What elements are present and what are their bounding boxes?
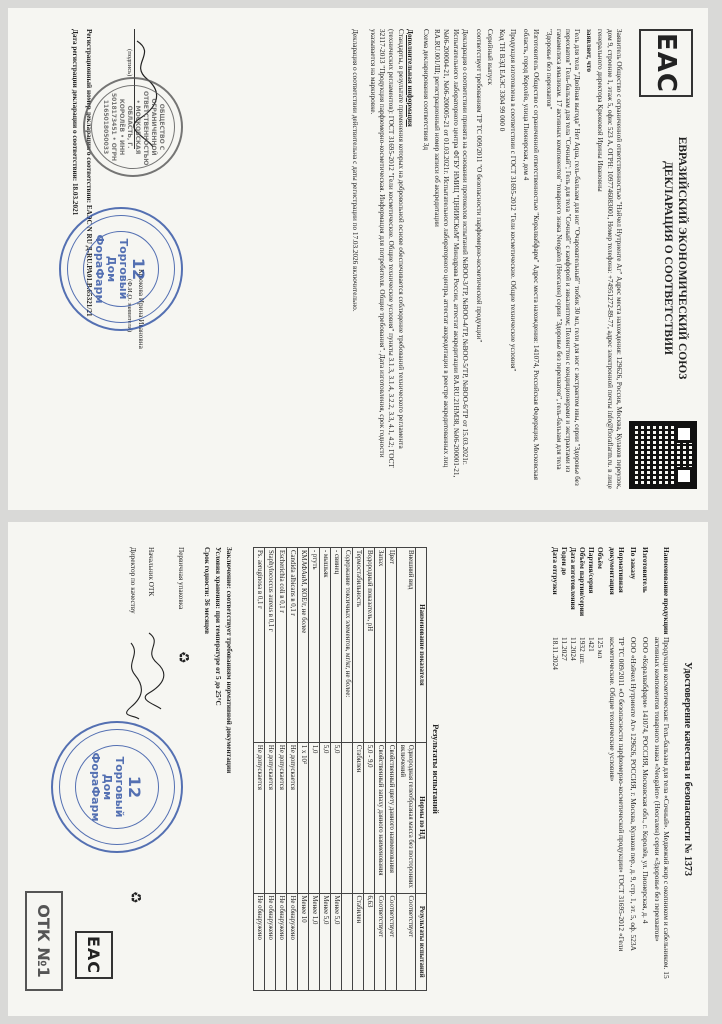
basis-text: Декларация о соответствии принята на основании протоколов испытаний №ВОО-3/ТР, №ВОО-4/ТР, №ВОО-5/ТР, №ВОО-6/ТР от 15.03.2021г. Испытательного лабораторного центра ФГБУ НМИЦ "ЦНИИСКиМ" Минздрава России, аттестат аккредитации RA.RU.21НМ38, №06-200001-21, №06-200004-21, №06-200005-21 от 01.03.2021г. Испытательного лабораторного центра, аттестат аккредитации в реестре аккредитованных лиц RA.RU.001/Ш; регистрационный номер записи об аккредитации — [433, 29, 470, 478]
table-cell: Escherichia coli в 0,1 г — [276, 548, 287, 743]
additional-text: Стандарты, в результате применения которых на добровольной основе обеспечивается соблюдение требований технического регламента (технических регламентов): ГОСТ 31695-2012 "Гели косметические. Общие технические условия" пункты 3.1.3, 3.1.4, 3.2.2, 3.3, 4.1, 4.2; ГОСТ 32117-2013 "Продукция парфюмерно-косметическая. Информация для потребителя. Общие требования". Дата изготовления, срок годности указывается на маркировке. — [368, 29, 405, 468]
table-cell: Стабилен — [353, 893, 364, 990]
storage-text: Условия хранения: при температуре от 5 до 25°С — [214, 547, 222, 706]
results-body — [254, 548, 416, 991]
field-row: По заказу ООО «Нэйчел Нутриенте Аг» 129626, РОССИЯ, г. Москва, Кулаков пер., д. 9, стр. 1, эт. 5, оф. 523А — [629, 547, 638, 951]
table-row — [320, 548, 331, 991]
table-cell — [342, 893, 353, 990]
quality-content — [13, 531, 703, 1007]
table-cell: Не обнаружено — [265, 893, 276, 990]
table-row — [397, 548, 416, 991]
field-row: Изготовитель ООО «Коралвабфарм» 141074, РОССИЯ, Московская обл., г. Королёв, ул. Пионерская, д. 4 — [641, 547, 650, 924]
table-cell: Ps. aeruginosa в 0,1 г — [254, 548, 265, 743]
declaration-body — [350, 29, 623, 489]
quality-title: Удостоверение качества и безопасности № 1373 — [682, 661, 693, 877]
table-cell: Staphylococcus aureus в 0,1 г — [265, 548, 276, 743]
table-cell: Не обнаружено — [276, 893, 287, 990]
declaration-content — [13, 17, 703, 501]
otk-head-label: Начальник ОТК — [147, 547, 155, 597]
table-cell: Не обнаружено — [254, 893, 265, 990]
recycle-icon: ♻ — [127, 891, 143, 904]
signatory-caption: (Ф.И.О. заявителя) — [126, 279, 133, 333]
table-cell: - свинец — [331, 548, 342, 743]
table-cell: Соответствует — [397, 893, 416, 990]
table-cell: Менее 10 — [298, 893, 309, 990]
table-row — [298, 548, 309, 991]
table-cell: - ртуть — [309, 548, 320, 743]
table-row — [331, 548, 342, 991]
eac-logo-small: EAC — [75, 931, 113, 979]
declaration-title: ЕВРАЗИЙСКИЙ ЭКОНОМИЧЕСКИЙ СОЮЗ ДЕКЛАРАЦИЯ О СООТВЕТСТВИИ — [662, 136, 688, 380]
otk-signature-scribble — [143, 631, 165, 711]
field-row: Объём партии/серии 1932 шт. — [578, 547, 587, 664]
table-cell: 5,0 — [331, 742, 342, 893]
applicant-text: Заявитель Общество с ограниченной ответственностью "Нэйчел Нутриенте Аг" Адрес места нахождения: 129626, Россия, Москва, Кулаков переулок, дом 9, строение 1, этаж 5, офис 523 А, ОГРН: 1097746083001, Номер телефона: +74951272-89-77, адрес электронной почты info@floraflarm.ru. в лице генерального директора Крюковой Ирины Ивановны — [596, 29, 623, 489]
table-cell: 5,0 - 9,0 — [364, 742, 375, 893]
table-cell: Однородная гелеобразная масса без посторонних включений — [397, 742, 416, 893]
table-cell: Водородный показатель, pH — [364, 548, 375, 743]
table-cell: Не допускается — [276, 742, 287, 893]
table-cell: - мышьяк — [320, 548, 331, 743]
packaging-label: Первичная упаковка — [177, 547, 185, 610]
scheme-text: Схема декларирования соответствия 3д — [421, 29, 430, 151]
table-cell: Содержание токсичных элементов, мг/кг, не более: — [342, 548, 353, 743]
field-row: Дата изготовления 11.2024 — [569, 547, 578, 661]
table-cell: Не допускается — [287, 742, 298, 893]
table-row — [254, 548, 265, 991]
manufacturer-text: Изготовитель Общество с ограниченной ответственностью "Коралвабфарм" Адрес места нахождения: 141074, Российская Федерация, Московская область, город Королёв, улица Пионерская, дом 4 — [522, 29, 540, 480]
table-row — [287, 548, 298, 991]
product-text: Гель для тела "Двойная выгода" Нет Aqua, гель-бальзам для ног "Очаровательный" тюбик 30 мл, гели для ног с экстрактом ивы, серии "Здоровье без перехватов" Гель-бальзам для тела "Сочный"; Гель для тела "Сочный" с камфорой и эвкалиптом; Пеленгтон с кондиционерами и экстрактами из гамамелиса ямаликам. 17 активных компонентов" товарного знака Neogalen (Неогален) серии "Здоровье без перехватов", гель-бальзам для тела "Здоровье без перехватов" — [545, 29, 582, 486]
table-row — [309, 548, 320, 991]
table-cell: 5,0 — [320, 742, 331, 893]
table-cell: Термостабильность — [353, 548, 364, 743]
field-row: Наименование продукции Продукция косметическая: Гель-бальзам для тела «Сочный». Медвежий жир с окопником и сабельником. 15 активных компонентов товарного знака «Neogalen» (Неогален) серии «Здоровье без перехватов» — [653, 547, 671, 979]
declares-text: заявляет, что — [584, 29, 593, 72]
field-row: Объём 125 мл — [596, 547, 605, 659]
table-row — [375, 548, 386, 991]
conclusion-text: Заключение: соответствует требованиям нормативной документации — [225, 547, 233, 774]
shelf-life-text: Срок годности: 36 месяцев — [203, 547, 211, 635]
table-cell: Candida albicans в 0,1 г — [287, 548, 298, 743]
table-row — [353, 548, 364, 991]
table-row — [276, 548, 287, 991]
eac-logo: EAC — [639, 29, 693, 97]
field-row: Дата отгрузки 18.11.2024 — [551, 547, 560, 670]
table-cell: Стабилен — [353, 742, 364, 893]
otk-stamp: ОТК №1 — [25, 891, 63, 991]
table-cell: Соответствует — [386, 893, 397, 990]
table-cell: Менее 5,0 — [320, 893, 331, 990]
signature-caption: (подпись) — [126, 49, 133, 77]
table-cell: КМАФАнМ, КОЕ/г, не более — [298, 548, 309, 743]
table-cell: Свойственный запаху данного наименования — [375, 742, 386, 893]
table-cell — [342, 742, 353, 893]
table-cell: Не допускается — [265, 742, 276, 893]
quality-fields — [551, 547, 671, 991]
table-cell: Не обнаружено — [287, 893, 298, 990]
table-cell: Цвет — [386, 548, 397, 743]
serial-text: Серийный выпуск — [486, 29, 495, 86]
recycle-icon: ♻ — [175, 651, 191, 664]
field-row: Годен до 11.2027 — [560, 547, 569, 661]
results-title: Результаты испытаний — [431, 724, 441, 814]
additional-title: Дополнительная информация — [406, 29, 415, 127]
company-stamp: 12 Торговый Дом ФораФарм — [59, 207, 183, 331]
conformity-text: соответствует требованиям ТР ТС 009/2011 "О безопасности парфюмерно-косметической продукции" — [474, 29, 483, 343]
field-row: Нормативная документация ТР ТС 009/2011 «О безопасности парфюмерно-косметической продукции» ГОСТ 31695-2012 «Гели косметические. Общие технические условия» — [608, 547, 626, 952]
table-cell: Менее 1,0 — [309, 893, 320, 990]
table-row — [342, 548, 353, 991]
table-cell: 1,0 — [309, 742, 320, 893]
table-header-row: Наименование показателя Нормы по НД Результаты испытаний — [416, 548, 427, 991]
table-row — [386, 548, 397, 991]
table-cell: Запах — [375, 548, 386, 743]
results-table — [253, 547, 427, 991]
table-cell: Свойственный цвету данного наименования — [386, 742, 397, 893]
registration-number: Регистрационный номер декларации о соответствии: ЕАЭС N RU Д-RU.РА01.В.65321/21 — [85, 29, 93, 317]
table-cell: 6,63 — [364, 893, 375, 990]
quality-sheet — [8, 522, 708, 1016]
table-cell: Внешний вид — [397, 548, 416, 743]
table-row — [265, 548, 276, 991]
table-cell: Не допускается — [254, 742, 265, 893]
director-signature-scribble — [123, 641, 145, 721]
tnved-code: Код ТН ВЭД ЕАЭС 3304 99 000 0 — [497, 29, 506, 132]
qr-code — [629, 421, 697, 489]
field-row: Партия/серия 1421 — [587, 547, 596, 652]
results-table-wrap — [253, 547, 427, 991]
table-row — [364, 548, 375, 991]
validity-text: Декларация о соответствии действительна с даты регистрации по 17.03.2026 включительно. — [351, 29, 360, 312]
director-label: Директор по качеству — [129, 547, 137, 614]
table-cell: Менее 5,0 — [331, 893, 342, 990]
registration-date: Дата регистрации декларации о соответствии: 18.03.2021 — [71, 29, 79, 216]
quality-company-stamp: 12 Торговый Дом ФораФарм — [51, 721, 183, 853]
table-cell: Соответствует — [375, 893, 386, 990]
declaration-sheet — [8, 8, 708, 510]
applicant-stamp: ОБЩЕСТВО С ОГРАНИЧЕННОЙ ОТВЕТСТВЕННОСТЬЮ • МОСКОВСКАЯ ОБЛАСТЬ, Г. КОРОЛЁВ • ИНН 5018173451 • ОГРН 1165018050033 — [83, 77, 183, 177]
docs-text: Продукция изготовлена в соответствии с ГОСТ 31695-2012 "Гели косметические. Общие технические условия" — [508, 29, 517, 372]
table-cell: 1 х 10³ — [298, 742, 309, 893]
signatory-name: Крюкова Ирина Ивановна — [137, 269, 145, 349]
